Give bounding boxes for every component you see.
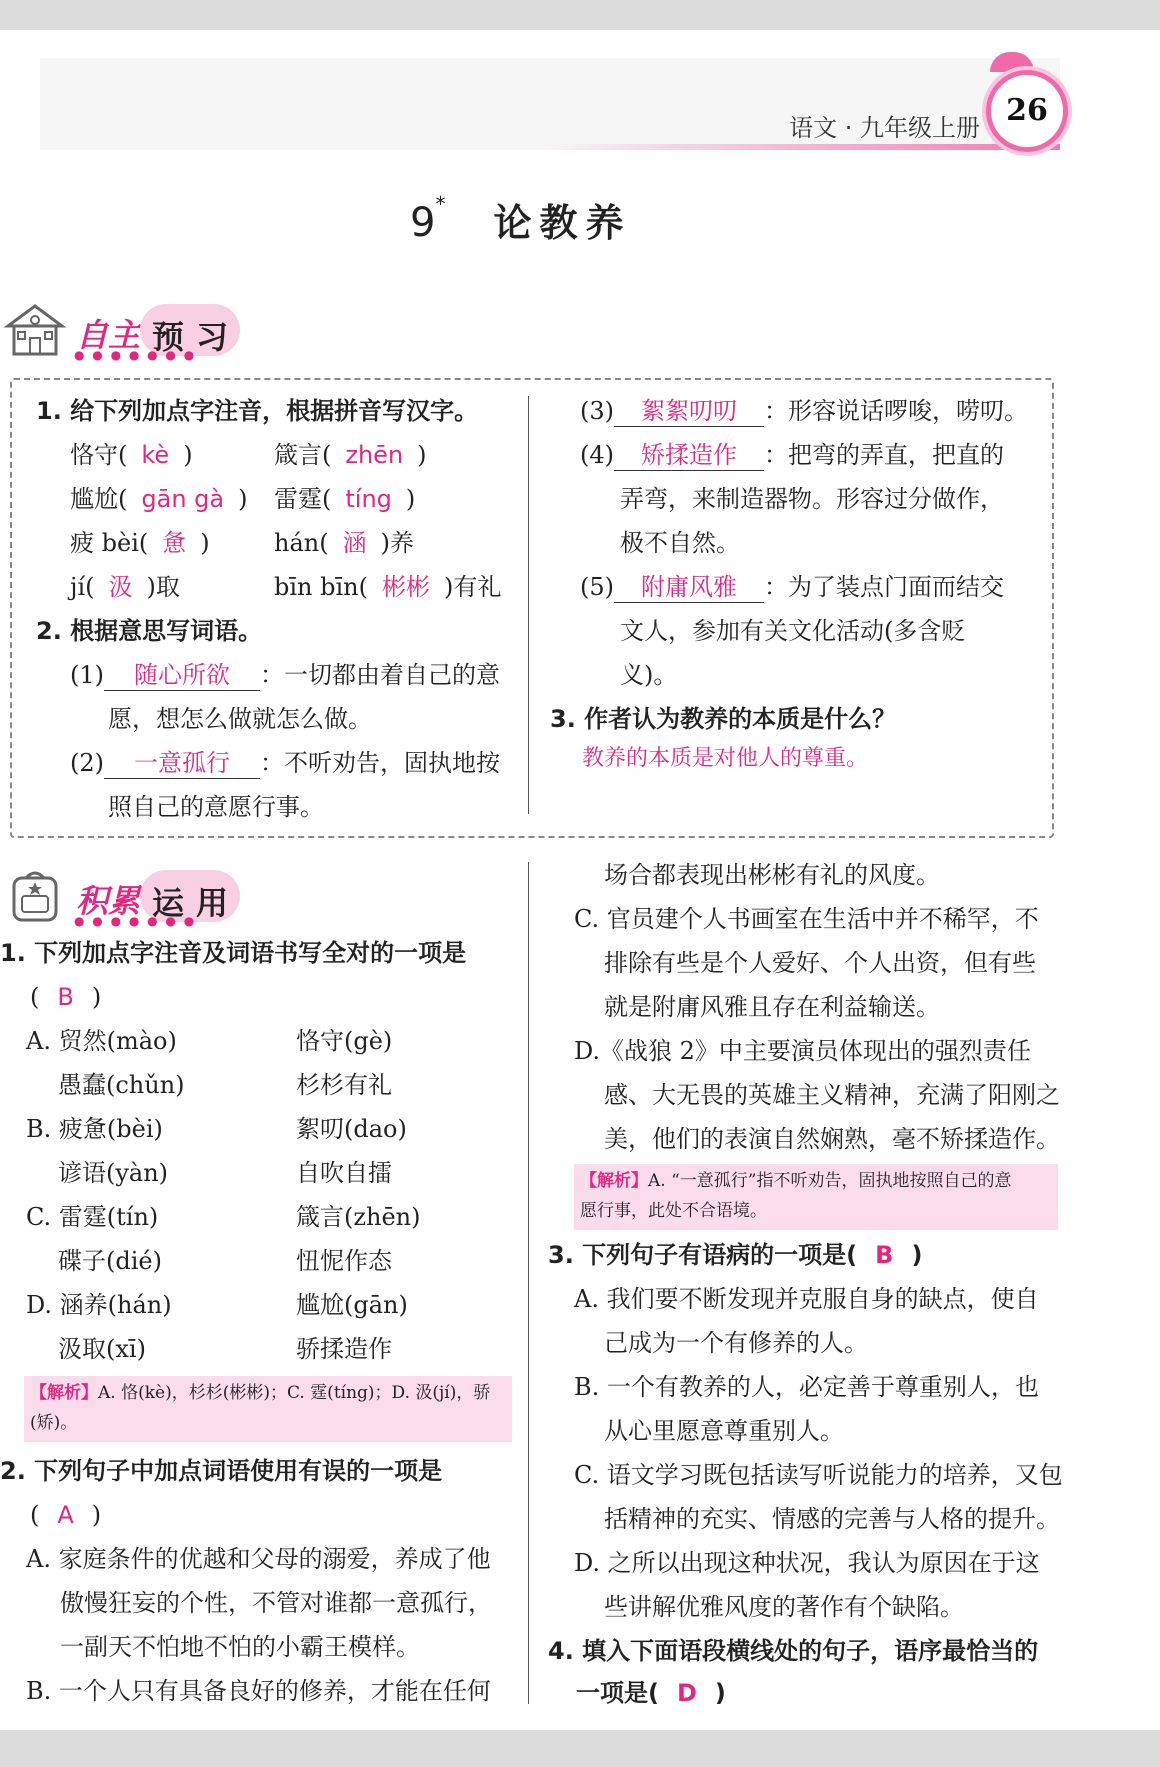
preview-q2-1-line1: (1) 随心所欲 ：一切都由着自己的意 — [70, 661, 500, 689]
acc-q3-D-line2: 些讲解优雅风度的著作有个缺陷。 — [604, 1593, 964, 1621]
preview-q2-4-line1: (4) 矫揉造作 ：把弯的弄直，把直的 — [580, 441, 1004, 469]
acc-q2-C-line3: 就是附庸风雅且存在利益输送。 — [604, 993, 940, 1021]
school-house-icon — [4, 302, 66, 356]
acc-q3-C-line1: C. 语文学习既包括读写听说能力的培养，又包 — [574, 1461, 1063, 1489]
acc-q1-B2: 絮叨(dao) — [296, 1115, 407, 1143]
acc-q3-A-line2: 己成为一个有修养的人。 — [604, 1329, 868, 1357]
acc-q3-B-line1: B. 一个有教养的人，必定善于尊重别人，也 — [574, 1373, 1039, 1401]
lesson-star: * — [435, 192, 446, 216]
acc-q1-D1: D. 涵养(hán) — [26, 1291, 172, 1319]
section-preview-title-a: 自主 — [76, 316, 141, 354]
acc-q1-C3: 碟子(dié) — [58, 1247, 162, 1275]
acc-q2-stem: 2. 下列句子中加点词语使用有误的一项是 — [0, 1457, 443, 1485]
acc-q1-A1: A. 贸然(mào) — [26, 1027, 177, 1055]
acc-q1-C4: 忸怩作态 — [296, 1247, 392, 1275]
acc-q2-analysis-line1: 【解析】A. “一意孤行”指不听劝告，固执地按照自己的意 — [580, 1171, 1012, 1191]
section-accumulate-heading — [4, 862, 244, 926]
page-number-badge: 26 — [986, 70, 1068, 152]
acc-q2-B-line2: 场合都表现出彬彬有礼的风度。 — [604, 861, 940, 889]
preview-q2: 2. 根据意思写词语。 — [36, 617, 263, 645]
preview-q2-5-line3: 义)。 — [620, 661, 678, 689]
acc-q1-D2: 尴尬(gān) — [296, 1291, 408, 1319]
section-accumulate-title-b: 运 — [152, 884, 185, 922]
preview-q2-2-line1: (2) 一意孤行 ：不听劝告，固执地按 — [70, 749, 500, 777]
preview-r2a: 尴尬( gān gà ) — [70, 485, 248, 513]
acc-q2-D-line2: 感、大无畏的英雄主义精神，充满了阳刚之 — [604, 1081, 1060, 1109]
column-divider — [528, 862, 529, 1704]
preview-r1a: 恪守( kè ) — [70, 441, 193, 469]
acc-q2-analysis — [574, 1164, 1058, 1230]
preview-q2-3-line1: (3) 絮絮叨叨 ：形容说话啰唆，唠叨。 — [580, 397, 1028, 425]
acc-q2-D-line1: D.《战狼 2》中主要演员体现出的强烈责任 — [574, 1037, 1031, 1065]
acc-q1-A4: 杉杉有礼 — [296, 1071, 392, 1099]
acc-q2-B-line1: B. 一个人只有具备良好的修养，才能在任何 — [26, 1677, 491, 1705]
acc-q3-C-line2: 括精神的充实、情感的完善与人格的提升。 — [604, 1505, 1060, 1533]
acc-q1-D4: 骄揉造作 — [296, 1335, 392, 1363]
acc-q1-D3: 汲取(xī) — [58, 1335, 146, 1363]
preview-q2-4-line2: 弄弯，来制造器物。形容过分做作， — [620, 485, 1004, 513]
preview-r3b: hán( 涵 )养 — [274, 529, 414, 557]
preview-q3-answer: 教养的本质是对他人的尊重。 — [582, 746, 869, 771]
lesson-number: 9 — [410, 200, 436, 246]
preview-q2-4-line3: 极不自然。 — [620, 529, 740, 557]
preview-r3a: 疲 bèi( 惫 ) — [70, 529, 210, 557]
preview-r2b: 雷霆( tíng ) — [274, 485, 416, 513]
preview-r4a: jí( 汲 )取 — [70, 573, 180, 601]
acc-q2-A-line2: 傲慢狂妄的个性，不管对谁都一意孤行， — [60, 1589, 492, 1617]
lesson-name: 论教养 — [493, 201, 632, 245]
section-preview-title-c: 习 — [196, 318, 229, 356]
acc-q3-D-line1: D. 之所以出现这种状况，我认为原因在于这 — [574, 1549, 1040, 1577]
preview-r4b: bīn bīn( 彬彬 )有礼 — [274, 573, 502, 601]
acc-q1-analysis-line2: (矫)。 — [30, 1413, 78, 1433]
acc-q4-stem-line2: 一项是( D ) — [576, 1679, 726, 1707]
acc-q2-D-line3: 美，他们的表演自然娴熟，毫不矫揉造作。 — [604, 1125, 1060, 1153]
acc-q1-B4: 自吹自擂 — [296, 1159, 392, 1187]
backpack-icon — [4, 868, 66, 922]
section-preview-title-b: 预 — [152, 318, 185, 356]
lesson-title — [410, 192, 631, 247]
acc-q1-B3: 谚语(yàn) — [58, 1159, 169, 1187]
acc-q2-C-line1: C. 官员建个人书画室在生活中并不稀罕，不 — [574, 905, 1039, 933]
book-title: 语文 · 九年级上册 — [789, 114, 980, 142]
acc-q2-C-line2: 排除有些是个人爱好、个人出资，但有些 — [604, 949, 1036, 977]
section-accumulate-title-a: 积累 — [76, 882, 141, 920]
acc-q1-answer: ( B ) — [30, 983, 102, 1011]
acc-q1-C1: C. 雷霆(tín) — [26, 1203, 159, 1231]
section-accumulate-dots: ● ● ● ● ● ● ● — [74, 914, 197, 928]
acc-q4-stem-line1: 4. 填入下面语段横线处的句子，语序最恰当的 — [548, 1637, 1039, 1665]
section-accumulate-title-c: 用 — [196, 884, 229, 922]
acc-q1-analysis — [24, 1376, 512, 1442]
preview-q2-2-line2: 照自己的意愿行事。 — [108, 793, 324, 821]
acc-q1-C2: 箴言(zhēn) — [296, 1203, 421, 1231]
acc-q2-answer: ( A ) — [30, 1501, 102, 1529]
section-preview-dots: ● ● ● ● ● ● ● — [74, 348, 197, 362]
acc-q3-B-line2: 从心里愿意尊重别人。 — [604, 1417, 844, 1445]
preview-r1b: 箴言( zhēn ) — [274, 441, 427, 469]
acc-q3-A-line1: A. 我们要不断发现并克服自身的缺点，使自 — [574, 1285, 1039, 1313]
acc-q1-A3: 愚蠢(chǔn) — [58, 1071, 185, 1099]
acc-q3-stem: 3. 下列句子有语病的一项是( B ) — [548, 1241, 923, 1269]
acc-q1-B1: B. 疲惫(bèi) — [26, 1115, 163, 1143]
acc-q1-analysis-line1: 【解析】A. 恪(kè)，杉杉(彬彬)；C. 霆(tíng)；D. 汲(jí)，骄 — [30, 1383, 491, 1403]
acc-q2-analysis-line2: 愿行事，此处不合语境。 — [580, 1201, 767, 1221]
preview-q3: 3. 作者认为教养的本质是什么？ — [550, 705, 897, 733]
preview-q2-5-line1: (5) 附庸风雅 ：为了装点门面而结交 — [580, 573, 1004, 601]
acc-q1-stem: 1. 下列加点字注音及词语书写全对的一项是 — [0, 939, 467, 967]
preview-q1: 1. 给下列加点字注音，根据拼音写汉字。 — [36, 397, 479, 425]
acc-q2-A-line1: A. 家庭条件的优越和父母的溺爱，养成了他 — [26, 1545, 491, 1573]
header-underline — [540, 144, 1060, 150]
preview-q2-5-line2: 文人，参加有关文化活动(多含贬 — [620, 617, 966, 645]
section-preview-heading — [4, 296, 244, 360]
preview-divider — [528, 396, 529, 814]
acc-q2-A-line3: 一副天不怕地不怕的小霸王模样。 — [60, 1633, 420, 1661]
acc-q1-A2: 恪守(gè) — [296, 1027, 393, 1055]
preview-q2-1-line2: 愿，想怎么做就怎么做。 — [108, 705, 372, 733]
